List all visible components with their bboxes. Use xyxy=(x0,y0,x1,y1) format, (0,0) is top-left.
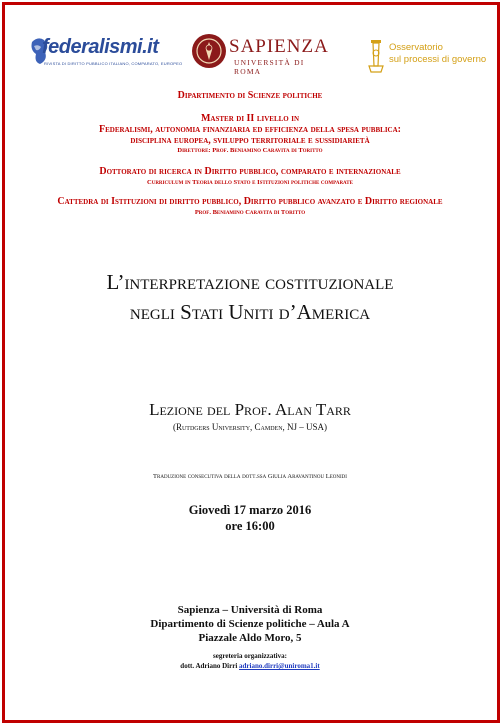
master-line-1: Master di II livello in xyxy=(200,113,300,124)
venue-line-1: Sapienza – Università di Roma xyxy=(177,604,323,616)
master-line-2: Federalismi, autonomia finanziaria ed efficienza della spesa pubblica: xyxy=(99,124,401,135)
department-heading: Dipartimento di Scienze politiche xyxy=(177,90,323,101)
osservatorio-line1: Osservatorio xyxy=(389,42,443,53)
venue-line-2: Dipartimento di Scienze politiche – Aula A xyxy=(150,618,350,630)
event-date: Giovedì 17 marzo 2016 xyxy=(188,503,312,517)
sapienza-wordmark: SAPIENZA xyxy=(229,36,329,57)
logo-bar xyxy=(0,30,500,80)
chair-heading: Cattedra di Istituzioni di diritto pubblico, Diritto pubblico avanzato e Diritto regionale xyxy=(57,196,443,207)
master-line-3: disciplina europea, sviluppo territoriale e sussidiarietà xyxy=(130,135,370,146)
venue-line-3: Piazzale Aldo Moro, 5 xyxy=(198,632,302,644)
translation-note: Traduzione consecutiva della dott.ssa Giulia Aravantinou Leonidi xyxy=(153,473,347,480)
lecture-title-line-2: negli Stati Uniti d’America xyxy=(129,300,371,324)
column-icon xyxy=(365,36,387,74)
federalismi-wordmark: federalismi.it xyxy=(42,36,159,58)
federalismi-logo xyxy=(28,34,183,78)
organization-email-link[interactable]: adriano.dirri@uniroma1.it xyxy=(239,662,320,670)
federalismi-subtitle: RIVISTA DI DIRITTO PUBBLICO ITALIANO, COMPARATO, EUROPEO xyxy=(44,61,183,66)
organization-contact: dott. Adriano Dirri xyxy=(180,662,238,670)
speaker-line: Lezione del Prof. Alan Tarr xyxy=(149,400,351,419)
sapienza-logo xyxy=(187,30,329,76)
osservatorio-line2: sul processi di governo xyxy=(389,54,487,65)
osservatorio-text xyxy=(389,42,486,66)
osservatorio-logo xyxy=(363,34,493,78)
doctorate-heading: Dottorato di ricerca in Diritto pubblico, comparato e internazionale xyxy=(99,166,401,177)
speaker-affiliation: (Rutdgers University, Camden, NJ – USA) xyxy=(172,422,328,432)
sapienza-subtitle: UNIVERSITÀ DI ROMA xyxy=(234,58,305,76)
curriculum-line: Curriculum in Teoria dello Stato e Istituzioni politiche comparate xyxy=(147,179,353,186)
sapienza-seal-icon xyxy=(191,33,227,69)
chair-professor: Prof. Beniamino Caravita di Toritto xyxy=(194,209,306,216)
master-director: Direttore: Prof. Beniamino Caravita di Toritto xyxy=(177,147,323,154)
event-time: ore 16:00 xyxy=(225,519,275,533)
lecture-title-line-1: L’interpretazione costituzionale xyxy=(106,270,394,294)
organization-label: segreteria organizzativa: xyxy=(213,652,287,660)
organization-contact-line xyxy=(0,662,500,670)
